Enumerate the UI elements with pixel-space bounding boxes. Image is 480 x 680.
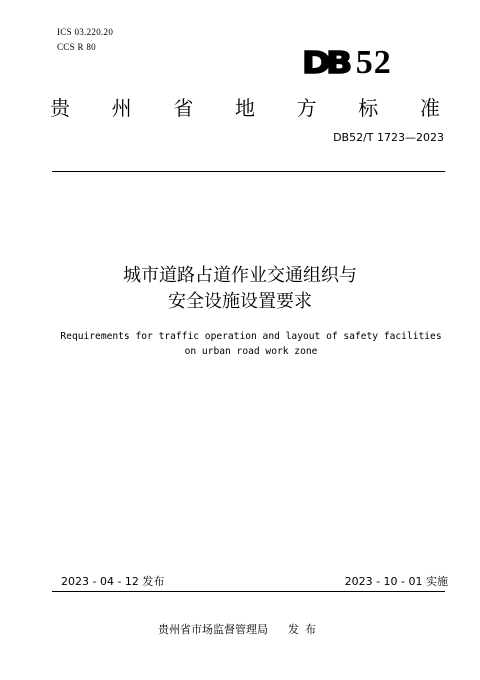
footer-divider xyxy=(52,591,445,592)
standard-type-char: 地 xyxy=(234,96,255,120)
implement-date: 2023 - 10 - 01 实施 xyxy=(344,575,448,588)
standard-type-char: 准 xyxy=(419,96,440,120)
logo-number: 52 xyxy=(355,44,392,81)
issuer-name: 贵州省市场监督管理局 xyxy=(158,623,268,636)
standard-type xyxy=(50,92,440,121)
logo-letters: DB xyxy=(302,46,348,81)
db52-logo xyxy=(302,44,392,82)
standard-type-char: 标 xyxy=(358,96,379,120)
issuer xyxy=(0,621,480,637)
standard-type-char: 方 xyxy=(296,96,317,120)
standard-number: DB52/T 1723—2023 xyxy=(333,131,444,144)
standard-type-char: 省 xyxy=(173,96,194,120)
title-en-line1: Requirements for traffic operation and layout of safety facilities xyxy=(60,331,442,342)
standard-type-char: 州 xyxy=(111,96,132,120)
title-en-line2: on urban road work zone xyxy=(184,346,318,357)
title-zh-line1: 城市道路占道作业交通组织与 xyxy=(123,265,357,286)
issuer-action: 发布 xyxy=(288,623,322,636)
publish-date: 2023 - 04 - 12 发布 xyxy=(61,575,165,588)
standard-type-char: 贵 xyxy=(50,96,70,120)
header-divider xyxy=(52,171,445,172)
ics-code: ICS 03.220.20 xyxy=(57,27,114,37)
ccs-code: CCS R 80 xyxy=(57,42,96,52)
title-zh-line2: 安全设施设置要求 xyxy=(168,291,312,312)
